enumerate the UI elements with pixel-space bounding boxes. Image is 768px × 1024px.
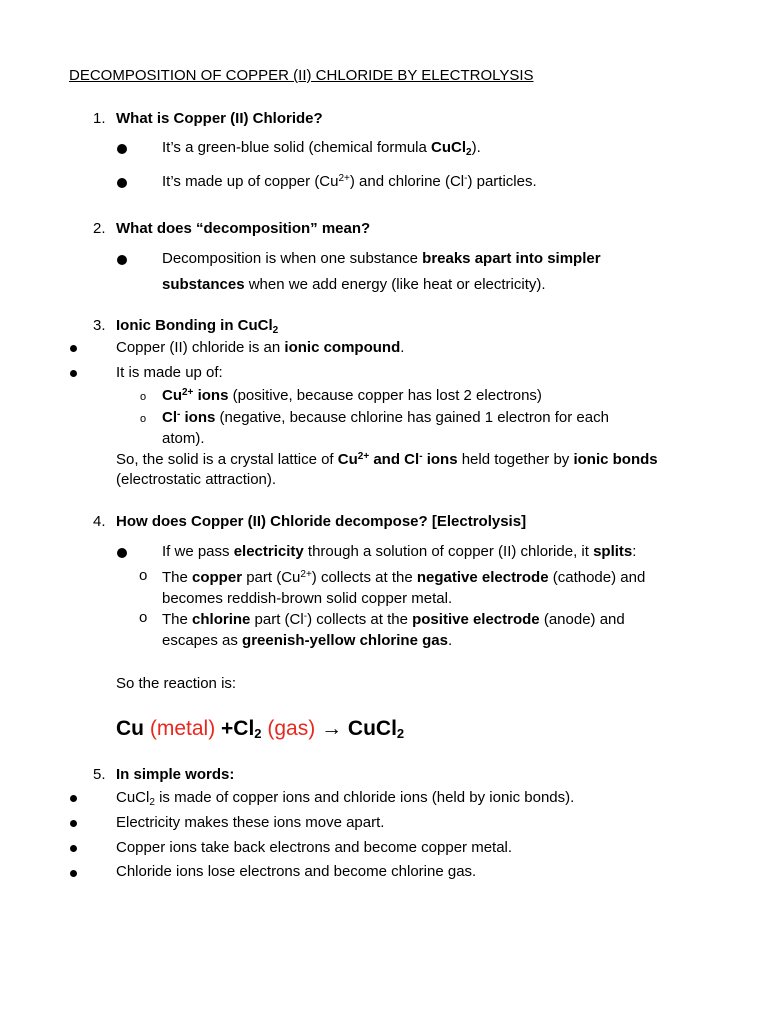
section-1-bullet-1: It’s a green-blue solid (chemical formula CuCl$_2$). (162, 139, 481, 158)
circle-bullet-icon: o (139, 609, 148, 626)
section-1-heading: What is Copper (II) Chloride? (116, 110, 323, 127)
section-3-paragraph: So, the solid is a crystal lattice of $Cu^{2+}$ and Cl- ions held together by ionic bonds (116, 451, 658, 468)
section-5-bullet-2: Electricity makes these ions move apart. (116, 814, 385, 831)
section-3-subitem-1: $Cu^{2+}$ ions (positive, because copper has lost 2 electrons) (162, 387, 542, 404)
section-3-bullet-1: Copper (II) chloride is an ionic compound. (116, 339, 405, 356)
bullet-icon (117, 144, 127, 154)
section-4-subitem-1: The copper part $(Cu^{2+})$ collects at the negative electrode (cathode) and (162, 569, 646, 586)
section-3-paragraph-cont: (electrostatic attraction). (116, 471, 277, 488)
bullet-icon (70, 820, 77, 827)
circle-bullet-icon: o (140, 391, 147, 403)
section-2-bullet-1-cont: substances when we add energy (like heat or electricity). (162, 276, 546, 293)
section-3-number: 3. (93, 317, 106, 334)
section-4-heading: How does Copper (II) Chloride decompose? [Electrolysis] (116, 513, 527, 530)
reaction-equation: Cu (metal) $+Cl_2$ (gas) → CuCl$_2$ (116, 717, 405, 741)
section-2-number: 2. (93, 220, 106, 237)
section-2-heading: What does “decomposition” mean? (116, 220, 371, 237)
bullet-icon (70, 370, 77, 377)
bullet-icon (117, 548, 127, 558)
section-4-bullet-1: If we pass electricity through a solution of copper (II) chloride, it splits: (162, 543, 637, 560)
section-5-bullet-3: Copper ions take back electrons and become copper metal. (116, 839, 513, 856)
section-5-heading: In simple words: (116, 766, 235, 783)
bullet-icon (70, 345, 77, 352)
section-3-subitem-2: Cl- ions (negative, because chlorine has gained 1 electron for each (162, 409, 609, 426)
circle-bullet-icon: o (140, 413, 147, 425)
bullet-icon (117, 255, 127, 265)
section-3-heading: Ionic Bonding in CuCl$_2$ (116, 317, 279, 336)
bullet-icon (70, 795, 77, 802)
section-4-number: 4. (93, 513, 106, 530)
circle-bullet-icon: o (139, 567, 148, 584)
section-3-subitem-2-cont: atom). (162, 430, 205, 447)
section-4-subitem-2: The chlorine part (Cl-) collects at the positive electrode (anode) and (162, 611, 625, 628)
section-3-bullet-2: It is made up of: (116, 364, 223, 381)
section-1-number: 1. (93, 110, 106, 127)
reaction-intro: So the reaction is: (116, 675, 237, 692)
section-2-bullet-1: Decomposition is when one substance breaks apart into simpler (162, 250, 601, 267)
section-5-bullet-4: Chloride ions lose electrons and become chlorine gas. (116, 863, 477, 880)
section-5-number: 5. (93, 766, 106, 783)
bullet-icon (70, 845, 77, 852)
section-5-bullet-1: CuCl$_2$ is made of copper ions and chloride ions (held by ionic bonds). (116, 789, 575, 808)
bullet-icon (117, 178, 127, 188)
section-4-subitem-2-cont: escapes as greenish-yellow chlorine gas. (162, 632, 453, 649)
bullet-icon (70, 870, 77, 877)
section-1-bullet-2: It’s made up of copper $(Cu^{2+})$ and chlorine (Cl-) particles. (162, 173, 537, 190)
section-4-subitem-1-cont: becomes reddish-brown solid copper metal. (162, 590, 453, 607)
page-title: DECOMPOSITION OF COPPER (II) CHLORIDE BY ELECTROLYSIS (69, 67, 534, 84)
arrow-icon: → (321, 717, 343, 740)
